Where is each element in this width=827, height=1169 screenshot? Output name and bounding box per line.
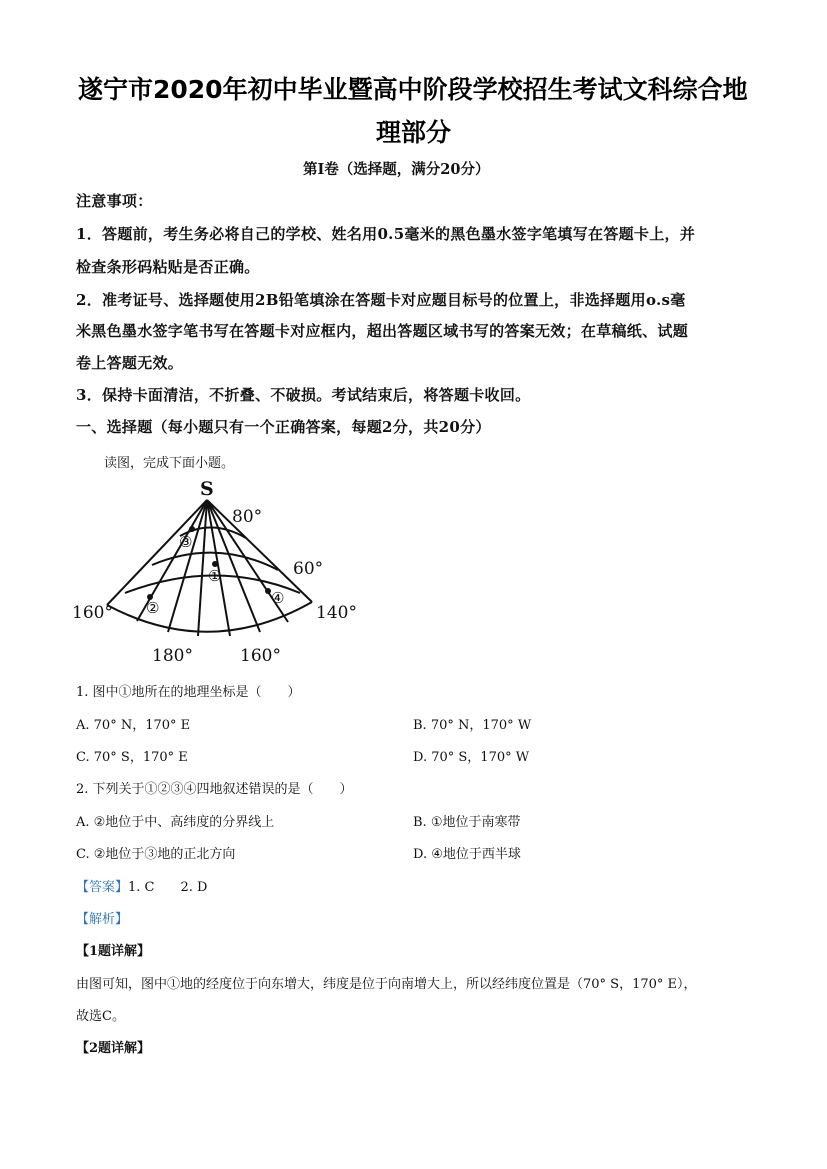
pole-label: S — [200, 478, 214, 500]
page-title-line2: 理部分 — [376, 118, 452, 147]
analysis-tag: 【解析】 — [76, 912, 129, 927]
question-2-option-a: A. ②地位于中、高纬度的分界线上 — [76, 815, 275, 830]
q1-analysis-heading: 【1题详解】 — [76, 944, 151, 959]
notice-item-2-line-1: 2．准考证号、选择题使用2B铅笔填涂在答题卡对应题目标号的位置上，非选择题用o.s毫 — [76, 291, 686, 309]
notice-item-1-line-1: 1．答题前，考生务必将自己的学校、姓名用0.5毫米的黑色墨水签字笔填写在答题卡上，并 — [76, 225, 696, 243]
notice-item-2-line-2: 米黑色墨水签字笔书写在答题卡对应框内，超出答题区域书写的答案无效；在草稿纸、试题 — [76, 322, 689, 340]
question-1-option-b: B. 70° N，170° W — [413, 718, 532, 733]
lon-160-label: 160° — [240, 646, 281, 666]
lat-60-label: 60° — [293, 559, 324, 579]
question-2-stem: 2. 下列关于①②③④四地叙述错误的是（ ） — [76, 782, 353, 797]
question-1-option-d: D. 70° S，170° W — [413, 750, 530, 765]
point-2-label: ② — [146, 599, 160, 617]
notice-item-3: 3．保持卡面清洁，不折叠、不破损。考试结束后，将答题卡收回。 — [76, 386, 531, 404]
polar-grid-map — [70, 478, 360, 668]
answer-values: 1. C 2. D — [128, 880, 208, 895]
q1-analysis-line-1: 由图可知，图中①地的经度位于向东增大，纬度是位于向南增大上，所以经纬度位置是（70° S，170° E）， — [76, 977, 697, 992]
q2-analysis-heading: 【2题详解】 — [76, 1041, 151, 1056]
notice-item-1-line-2: 检查条形码粘贴是否正确。 — [76, 258, 260, 276]
reading-instruction: 读图，完成下面小题。 — [104, 456, 235, 471]
point-3-label: ③ — [179, 533, 193, 551]
answer-line — [76, 876, 207, 895]
point-4-label: ④ — [271, 589, 285, 607]
question-1-stem: 1. 图中①地所在的地理坐标是（ ） — [76, 685, 301, 700]
page-title-line1: 遂宁市2020年初中毕业暨高中阶段学校招生考试文科综合地 — [78, 75, 748, 104]
section-heading: 一、选择题（每小题只有一个正确答案，每题2分，共20分） — [76, 418, 491, 436]
question-2-option-b: B. ①地位于南寒带 — [413, 815, 521, 830]
meridian — [198, 500, 207, 636]
point-3-dot — [189, 526, 195, 532]
lon-180-label: 180° — [152, 646, 193, 666]
lon-left-label: 160° — [72, 603, 113, 623]
lon-right-label: 140° — [316, 603, 357, 623]
notice-item-2-line-3: 卷上答题无效。 — [76, 354, 184, 372]
point-1-label: ① — [208, 567, 222, 585]
notice-heading: 注意事项： — [76, 192, 153, 210]
paper-subtitle: 第Ⅰ卷（选择题，满分20分） — [303, 161, 490, 178]
question-2-option-c: C. ②地位于③地的正北方向 — [76, 847, 236, 862]
q1-analysis-line-2: 故选C。 — [76, 1009, 125, 1024]
question-1-option-a: A. 70° N，170° E — [76, 718, 191, 733]
lat-80-label: 80° — [232, 507, 263, 527]
question-2-option-d: D. ④地位于西半球 — [413, 847, 521, 862]
answer-tag: 【答案】 — [76, 880, 129, 895]
question-1-option-c: C. 70° S，170° E — [76, 750, 188, 765]
